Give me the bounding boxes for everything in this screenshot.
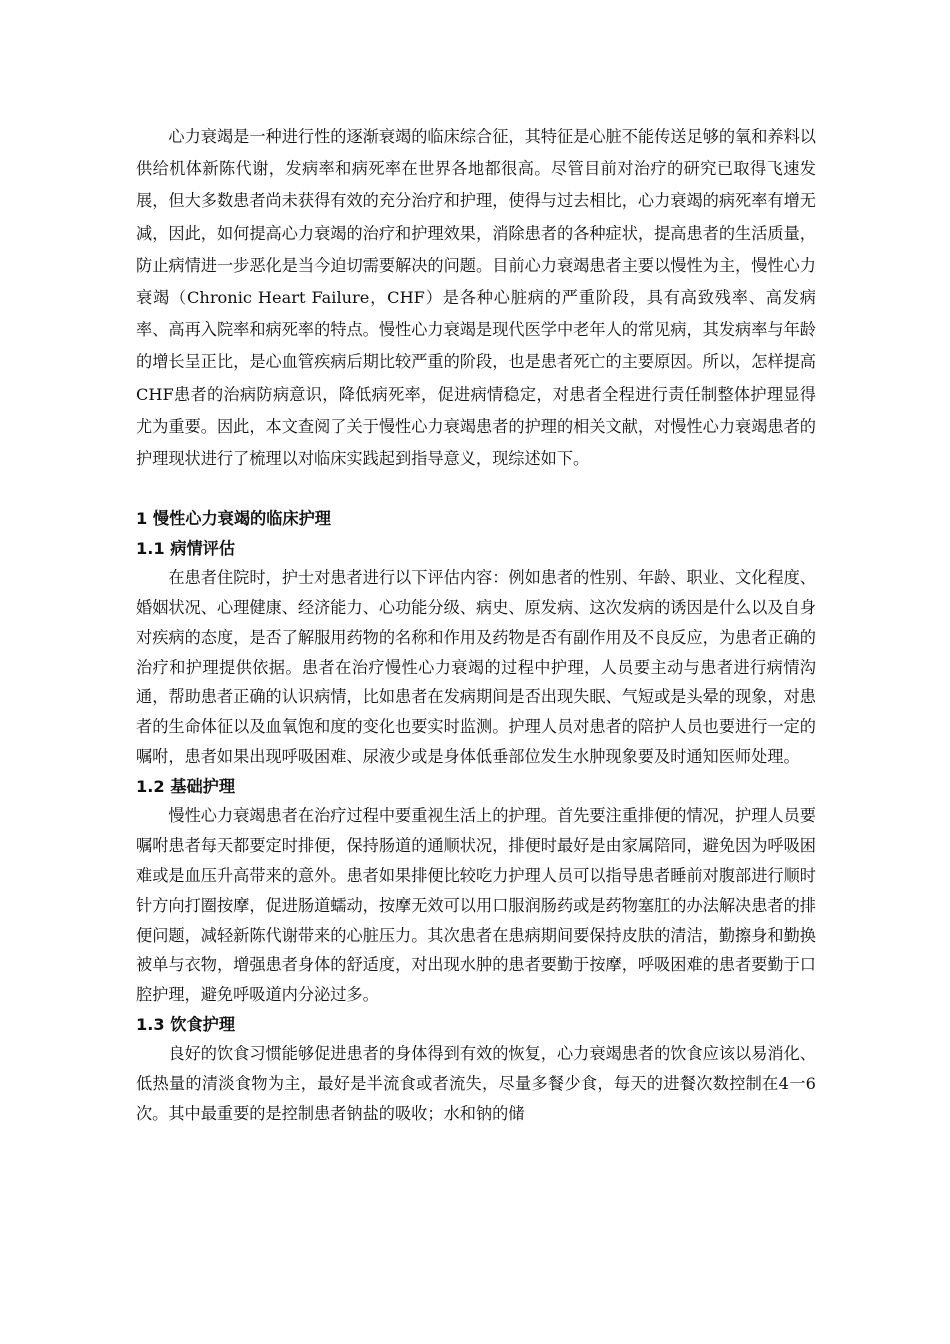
- subsection-heading: 1.2 基础护理: [136, 776, 236, 796]
- intro-paragraph: 心力衰竭是一种进行性的逐渐衰竭的临床综合征，其特征是心脏不能传送足够的氧和养料以供给机体新陈代谢，发病率和病死率在世界各地都很高。尽管目前对治疗的研究已取得飞速发展，但大多数患者尚未获得有效的充分治疗和护理，使得与过去相比，心力衰竭的病死率有增无减，因此，如何提高心力衰竭的治疗和护理效果，消除患者的各种症状，提高患者的生活质量，防止病情进一步恶化是当今迫切需要解决的问题。目前心力衰竭患者主要以慢性为主，慢性心力衰竭（Chronic Heart Failure，CHF）是各种心脏病的严重阶段，具有高致残率、高发病率、高再入院率和病死率的特点。慢性心力衰竭是现代医学中老年人的常见病，其发病率与年龄的增长呈正比，是心血管疾病后期比较严重的阶段，也是患者死亡的主要原因。所以，怎样提高CHF患者的治病防病意识，降低病死率，促进病情稳定，对患者全程进行责任制整体护理显得尤为重要。因此，本文查阅了关于慢性心力衰竭患者的护理的相关文献，对慢性心力衰竭患者的护理现状进行了梳理以对临床实践起到指导意义，现综述如下。: [136, 127, 816, 469]
- document-page: [136, 121, 816, 1129]
- subsection-paragraph: 慢性心力衰竭患者在治疗过程中要重视生活上的护理。首先要注重排便的情况，护理人员要嘱咐患者每天都要定时排便，保持肠道的通顺状况，排便时最好是由家属陪同，避免因为呼吸困难或是血压升高带来的意外。患者如果排便比较吃力护理人员可以指导患者睡前对腹部进行顺时针方向打圈按摩，促进肠道蠕动，按摩无效可以用口服润肠药或是药物塞肛的办法解决患者的排便问题，减轻新陈代谢带来的心脏压力。其次患者在患病期间要保持皮肤的清洁，勤擦身和勤换被单与衣物，增强患者身体的舒适度，对出现水肿的患者要勤于按摩，呼吸困难的患者要勤于口腔护理，避免呼吸道内分泌过多。: [136, 806, 816, 1005]
- subsection-heading: 1.3 饮食护理: [136, 1014, 236, 1034]
- subsection-paragraph: 良好的饮食习惯能够促进患者的身体得到有效的恢复，心力衰竭患者的饮食应该以易消化、低热量的清淡食物为主，最好是半流食或者流失，尽量多餐少食，每天的进餐次数控制在4一6次。其中最重要的是控制患者钠盐的吸收；水和钠的储: [136, 1044, 816, 1123]
- section-heading: 1 慢性心力衰竭的临床护理: [136, 509, 331, 529]
- section-gap: [136, 475, 816, 504]
- subsection-paragraph: 在患者住院时，护士对患者进行以下评估内容：例如患者的性别、年龄、职业、文化程度、婚姻状况、心理健康、经济能力、心功能分级、病史、原发病、这次发病的诱因是什么以及自身对疾病的态度，是否了解服用药物的名称和作用及药物是否有副作用及不良反应，为患者正确的治疗和护理提供依据。患者在治疗慢性心力衰竭的过程中护理，人员要主动与患者进行病情沟通，帮助患者正确的认识病情，比如患者在发病期间是否出现失眠、气短或是头晕的现象，对患者的生命体征以及血氧饱和度的变化也要实时监测。护理人员对患者的陪护人员也要进行一定的嘱咐，患者如果出现呼吸困难、尿液少或是身体低垂部位发生水肿现象要及时通知医师处理。: [136, 568, 816, 767]
- subsection-heading: 1.1 病情评估: [136, 538, 236, 558]
